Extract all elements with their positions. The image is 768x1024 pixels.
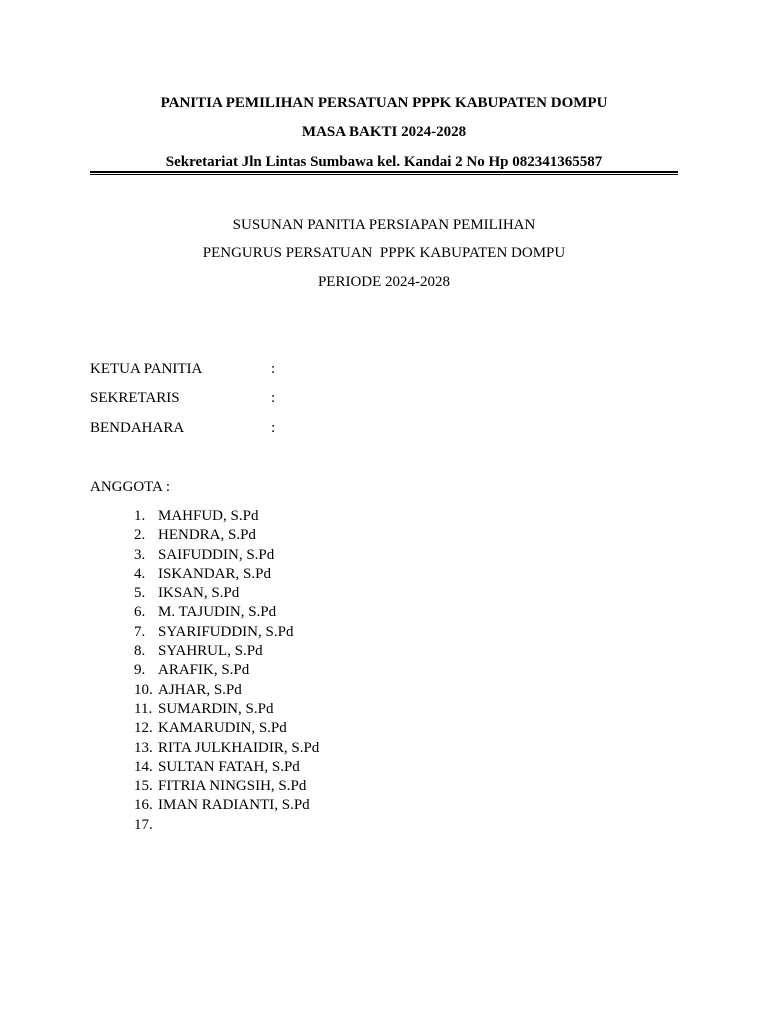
list-item-name: ISKANDAR, S.Pd: [158, 565, 271, 582]
list-item-number: 7.: [134, 623, 146, 640]
role-separator: :: [271, 361, 276, 377]
document-title-line-1: SUSUNAN PANITIA PERSIAPAN PEMILIHAN: [232, 217, 536, 233]
letterhead-address: Sekretariat Jln Lintas Sumbawa kel. Kandai 2 No Hp 082341365587: [165, 154, 603, 170]
document-title-line-3: PERIODE 2024-2028: [317, 274, 451, 290]
list-item-number: 15.: [134, 778, 153, 795]
list-item-name: SYAHRUL, S.Pd: [158, 643, 263, 660]
list-item-number: 9.: [134, 662, 146, 679]
list-item-number: 14.: [134, 758, 153, 775]
role-separator: :: [271, 390, 276, 406]
letterhead-organization: PANITIA PEMILIHAN PERSATUAN PPPK KABUPATEN DOMPU: [160, 95, 608, 111]
list-item-name: FITRIA NINGSIH, S.Pd: [158, 778, 307, 795]
list-item-name: IMAN RADIANTI, S.Pd: [158, 797, 310, 814]
letterhead-term: MASA BAKTI 2024-2028: [301, 124, 467, 140]
list-item-name: MAHFUD, S.Pd: [158, 508, 259, 524]
role-separator: :: [271, 420, 276, 436]
list-item-number: 13.: [134, 739, 153, 756]
list-item-number: 5.: [134, 585, 146, 602]
list-item-number: 10.: [134, 681, 153, 698]
list-item-number: 4.: [134, 565, 146, 582]
list-item-name: SUMARDIN, S.Pd: [158, 700, 274, 717]
list-item-name: SAIFUDDIN, S.Pd: [158, 546, 275, 563]
list-item-number: 17.: [134, 816, 153, 833]
list-item-number: 12.: [134, 720, 153, 737]
list-item-number: 16.: [134, 797, 153, 814]
list-item-name: KAMARUDIN, S.Pd: [158, 720, 287, 737]
list-item-name: M. TAJUDIN, S.Pd: [158, 604, 277, 621]
role-label: BENDAHARA: [90, 420, 185, 436]
list-item-number: 2.: [134, 527, 146, 544]
list-item-name: IKSAN, S.Pd: [158, 585, 240, 602]
list-item-number: 11.: [134, 700, 153, 717]
list-item-name: AJHAR, S.Pd: [158, 681, 242, 698]
list-item-name: HENDRA, S.Pd: [158, 527, 256, 544]
list-item-name: SYARIFUDDIN, S.Pd: [158, 623, 294, 640]
role-label: KETUA PANITIA: [90, 361, 203, 377]
list-item-name: SULTAN FATAH, S.Pd: [158, 758, 300, 775]
list-item-number: 1.: [134, 508, 146, 524]
list-item-name: ARAFIK, S.Pd: [158, 662, 250, 679]
document-title-line-2: PENGURUS PERSATUAN PPPK KABUPATEN DOMPU: [202, 245, 566, 261]
letterhead-rule-thin: [90, 174, 678, 175]
list-item-number: 3.: [134, 546, 146, 563]
role-label: SEKRETARIS: [90, 390, 180, 406]
list-item-number: 6.: [134, 604, 146, 621]
letterhead-rule-thick: [90, 171, 678, 173]
list-item-name: RITA JULKHAIDIR, S.Pd: [158, 739, 320, 756]
members-heading: ANGGOTA :: [90, 479, 171, 495]
list-item-number: 8.: [134, 643, 146, 660]
